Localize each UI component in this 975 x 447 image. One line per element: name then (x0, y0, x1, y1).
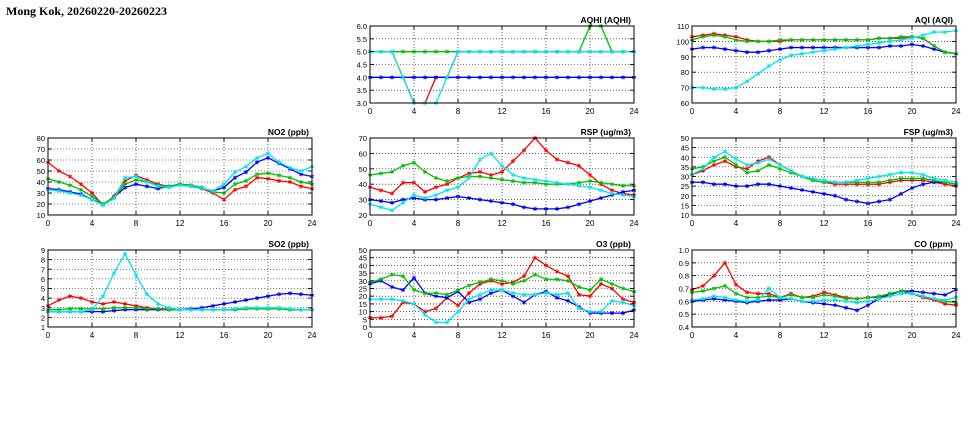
svg-text:20: 20 (680, 191, 689, 201)
svg-text:0: 0 (689, 331, 695, 340)
svg-text:90: 90 (680, 52, 689, 62)
svg-text:24: 24 (307, 331, 317, 340)
svg-text:24: 24 (629, 331, 639, 340)
svg-text:5.0: 5.0 (356, 47, 367, 57)
svg-text:1.0: 1.0 (678, 246, 689, 255)
svg-text:16: 16 (541, 331, 551, 340)
svg-text:0: 0 (689, 107, 695, 116)
svg-text:9: 9 (40, 246, 45, 255)
svg-text:O3 (ppb): O3 (ppb) (596, 239, 631, 249)
svg-text:12: 12 (819, 107, 829, 116)
svg-text:20: 20 (907, 219, 917, 228)
svg-text:12: 12 (175, 219, 185, 228)
svg-text:4.0: 4.0 (356, 73, 367, 83)
page-title: Mong Kok, 20260220-20260223 (6, 4, 168, 18)
svg-text:20: 20 (36, 200, 45, 209)
svg-text:RSP (ug/m3): RSP (ug/m3) (580, 127, 631, 137)
svg-text:35: 35 (680, 162, 689, 172)
svg-text:40: 40 (36, 178, 45, 187)
svg-text:8: 8 (133, 219, 139, 228)
svg-text:CO (ppm): CO (ppm) (914, 239, 953, 249)
svg-text:24: 24 (951, 107, 961, 116)
svg-text:10: 10 (680, 211, 689, 220)
svg-text:40: 40 (358, 261, 367, 271)
svg-text:4: 4 (89, 219, 95, 228)
svg-text:0.9: 0.9 (678, 258, 689, 268)
svg-text:40: 40 (680, 153, 689, 163)
svg-text:4: 4 (411, 331, 417, 340)
svg-text:45: 45 (358, 253, 367, 263)
svg-text:12: 12 (819, 219, 829, 228)
svg-text:0.6: 0.6 (678, 297, 689, 307)
svg-text:45: 45 (680, 143, 689, 153)
svg-text:16: 16 (541, 219, 551, 228)
svg-text:80: 80 (36, 134, 45, 143)
svg-text:4: 4 (411, 107, 417, 116)
svg-text:20: 20 (263, 331, 273, 340)
svg-text:0: 0 (367, 219, 373, 228)
svg-text:16: 16 (863, 107, 873, 116)
svg-text:0: 0 (367, 107, 373, 116)
svg-text:30: 30 (36, 189, 45, 198)
svg-text:80: 80 (680, 68, 689, 78)
chart-panel-no2 (18, 126, 318, 231)
svg-text:12: 12 (175, 331, 185, 340)
svg-text:12: 12 (497, 219, 507, 228)
svg-text:20: 20 (585, 219, 595, 228)
svg-text:2: 2 (40, 313, 45, 323)
svg-text:30: 30 (680, 172, 689, 182)
chart-panel-rsp (340, 126, 640, 231)
svg-text:12: 12 (497, 331, 507, 340)
svg-text:70: 70 (358, 134, 367, 143)
svg-text:3: 3 (40, 303, 45, 313)
svg-text:10: 10 (36, 211, 45, 220)
svg-text:16: 16 (219, 331, 229, 340)
svg-text:4: 4 (733, 219, 739, 228)
svg-text:110: 110 (677, 22, 689, 31)
svg-text:5: 5 (40, 284, 45, 294)
svg-text:8: 8 (777, 219, 783, 228)
svg-text:8: 8 (777, 331, 783, 340)
svg-text:60: 60 (680, 99, 689, 108)
svg-text:4: 4 (89, 331, 95, 340)
svg-text:20: 20 (907, 107, 917, 116)
svg-text:24: 24 (629, 219, 639, 228)
svg-text:0.4: 0.4 (678, 323, 689, 332)
svg-text:SO2 (ppb): SO2 (ppb) (268, 239, 309, 249)
svg-text:20: 20 (585, 331, 595, 340)
svg-text:24: 24 (951, 219, 961, 228)
chart-panel-aqi (662, 14, 962, 119)
svg-text:0.5: 0.5 (678, 310, 689, 320)
chart-panel-so2 (18, 238, 318, 343)
svg-text:15: 15 (680, 201, 689, 211)
svg-text:16: 16 (863, 219, 873, 228)
svg-text:50: 50 (36, 167, 45, 176)
svg-text:0: 0 (45, 219, 51, 228)
svg-text:5.5: 5.5 (356, 34, 367, 44)
svg-text:AQI (AQI): AQI (AQI) (914, 15, 953, 25)
svg-text:12: 12 (819, 331, 829, 340)
svg-text:60: 60 (358, 149, 367, 159)
svg-text:6: 6 (40, 274, 45, 284)
chart-panel-aqhi (340, 14, 640, 119)
svg-text:0: 0 (362, 323, 367, 332)
chart-panel-o3 (340, 238, 640, 343)
chart-panel-fsp (662, 126, 962, 231)
svg-text:0: 0 (45, 331, 51, 340)
svg-text:FSP (ug/m3): FSP (ug/m3) (903, 127, 953, 137)
svg-text:AQHI (AQHI): AQHI (AQHI) (580, 15, 631, 25)
svg-text:70: 70 (36, 145, 45, 154)
svg-text:4: 4 (733, 107, 739, 116)
svg-text:15: 15 (358, 299, 367, 309)
svg-text:20: 20 (907, 331, 917, 340)
svg-text:60: 60 (36, 156, 45, 165)
svg-text:1: 1 (40, 323, 45, 332)
svg-text:8: 8 (455, 107, 461, 116)
svg-text:50: 50 (358, 164, 367, 174)
svg-text:6.0: 6.0 (356, 22, 367, 31)
svg-text:30: 30 (358, 276, 367, 286)
svg-text:8: 8 (455, 331, 461, 340)
svg-text:0: 0 (689, 219, 695, 228)
svg-text:4.5: 4.5 (356, 60, 367, 70)
svg-text:0.7: 0.7 (678, 284, 689, 294)
svg-text:8: 8 (133, 331, 139, 340)
svg-text:20: 20 (585, 107, 595, 116)
svg-text:24: 24 (307, 219, 317, 228)
svg-text:20: 20 (358, 292, 367, 302)
svg-text:16: 16 (863, 331, 873, 340)
svg-text:40: 40 (358, 180, 367, 190)
svg-text:5: 5 (362, 315, 367, 325)
svg-text:12: 12 (497, 107, 507, 116)
svg-text:25: 25 (680, 182, 689, 192)
svg-text:8: 8 (455, 219, 461, 228)
svg-text:16: 16 (541, 107, 551, 116)
svg-text:4: 4 (40, 294, 45, 304)
svg-text:8: 8 (40, 255, 45, 265)
svg-text:8: 8 (777, 107, 783, 116)
svg-text:NO2 (ppb): NO2 (ppb) (267, 127, 309, 137)
chart-panel-co (662, 238, 962, 343)
svg-text:50: 50 (680, 134, 689, 143)
svg-text:30: 30 (358, 195, 367, 205)
svg-text:24: 24 (951, 331, 961, 340)
svg-text:4: 4 (411, 219, 417, 228)
svg-text:16: 16 (219, 219, 229, 228)
svg-text:35: 35 (358, 269, 367, 279)
svg-text:3.0: 3.0 (356, 99, 367, 108)
svg-text:20: 20 (358, 211, 367, 220)
svg-text:25: 25 (358, 284, 367, 294)
svg-text:20: 20 (263, 219, 273, 228)
svg-text:10: 10 (358, 307, 367, 317)
svg-text:0.8: 0.8 (678, 271, 689, 281)
svg-text:0: 0 (367, 331, 373, 340)
svg-text:4: 4 (733, 331, 739, 340)
svg-text:24: 24 (629, 107, 639, 116)
svg-text:50: 50 (358, 246, 367, 255)
svg-text:70: 70 (680, 83, 689, 93)
svg-text:100: 100 (676, 37, 689, 47)
svg-text:7: 7 (40, 265, 45, 275)
svg-text:3.5: 3.5 (356, 86, 367, 96)
